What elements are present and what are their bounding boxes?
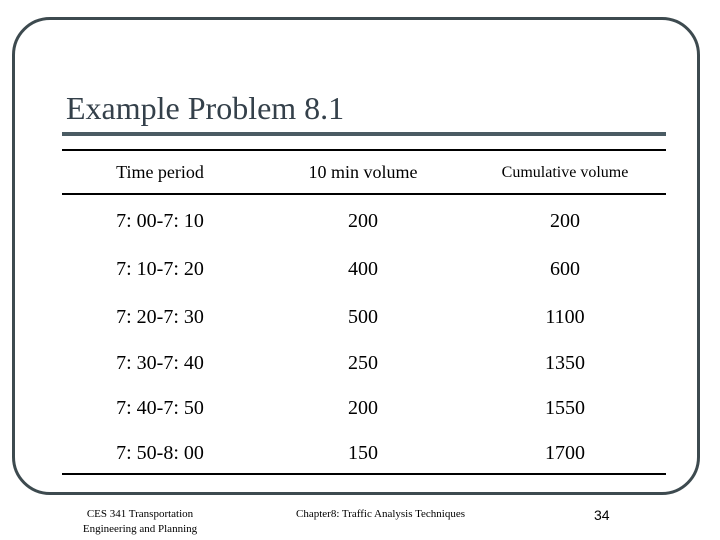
cell-cumulative-volume: 1700 (545, 442, 585, 464)
table-bottom-rule (62, 473, 666, 475)
slide-title: Example Problem 8.1 (66, 90, 345, 126)
cell-time-period: 7: 40-7: 50 (116, 397, 204, 419)
cell-10-min-volume: 200 (348, 397, 378, 419)
footer-chapter: Chapter8: Traffic Analysis Techniques (296, 508, 466, 520)
cell-time-period: 7: 10-7: 20 (116, 258, 204, 280)
table-header-rule (62, 193, 666, 195)
title-underline (62, 132, 666, 136)
header-time-period: Time period (116, 162, 204, 182)
footer-course (83, 507, 197, 537)
cell-cumulative-volume: 200 (550, 210, 580, 232)
cell-cumulative-volume: 1100 (545, 306, 585, 328)
table-top-rule (62, 149, 666, 151)
slide-frame (12, 17, 700, 495)
cell-time-period: 7: 50-8: 00 (116, 442, 204, 464)
cell-cumulative-volume: 1550 (545, 397, 585, 419)
header-cumulative-volume: Cumulative volume (501, 164, 629, 181)
cell-cumulative-volume: 600 (550, 258, 580, 280)
footer-course-line2: Engineering and Planning (82, 523, 198, 535)
footer-course-line1: CES 341 Transportation (86, 508, 194, 520)
header-10-min-volume: 10 min volume (308, 162, 418, 182)
page-number: 34 (594, 507, 610, 523)
cell-cumulative-volume: 1350 (545, 352, 585, 374)
cell-10-min-volume: 150 (348, 442, 378, 464)
cell-10-min-volume: 500 (348, 306, 378, 328)
cell-time-period: 7: 00-7: 10 (116, 210, 204, 232)
cell-time-period: 7: 30-7: 40 (116, 352, 204, 374)
cell-10-min-volume: 200 (348, 210, 378, 232)
cell-10-min-volume: 400 (348, 258, 378, 280)
cell-time-period: 7: 20-7: 30 (116, 306, 204, 328)
cell-10-min-volume: 250 (348, 352, 378, 374)
